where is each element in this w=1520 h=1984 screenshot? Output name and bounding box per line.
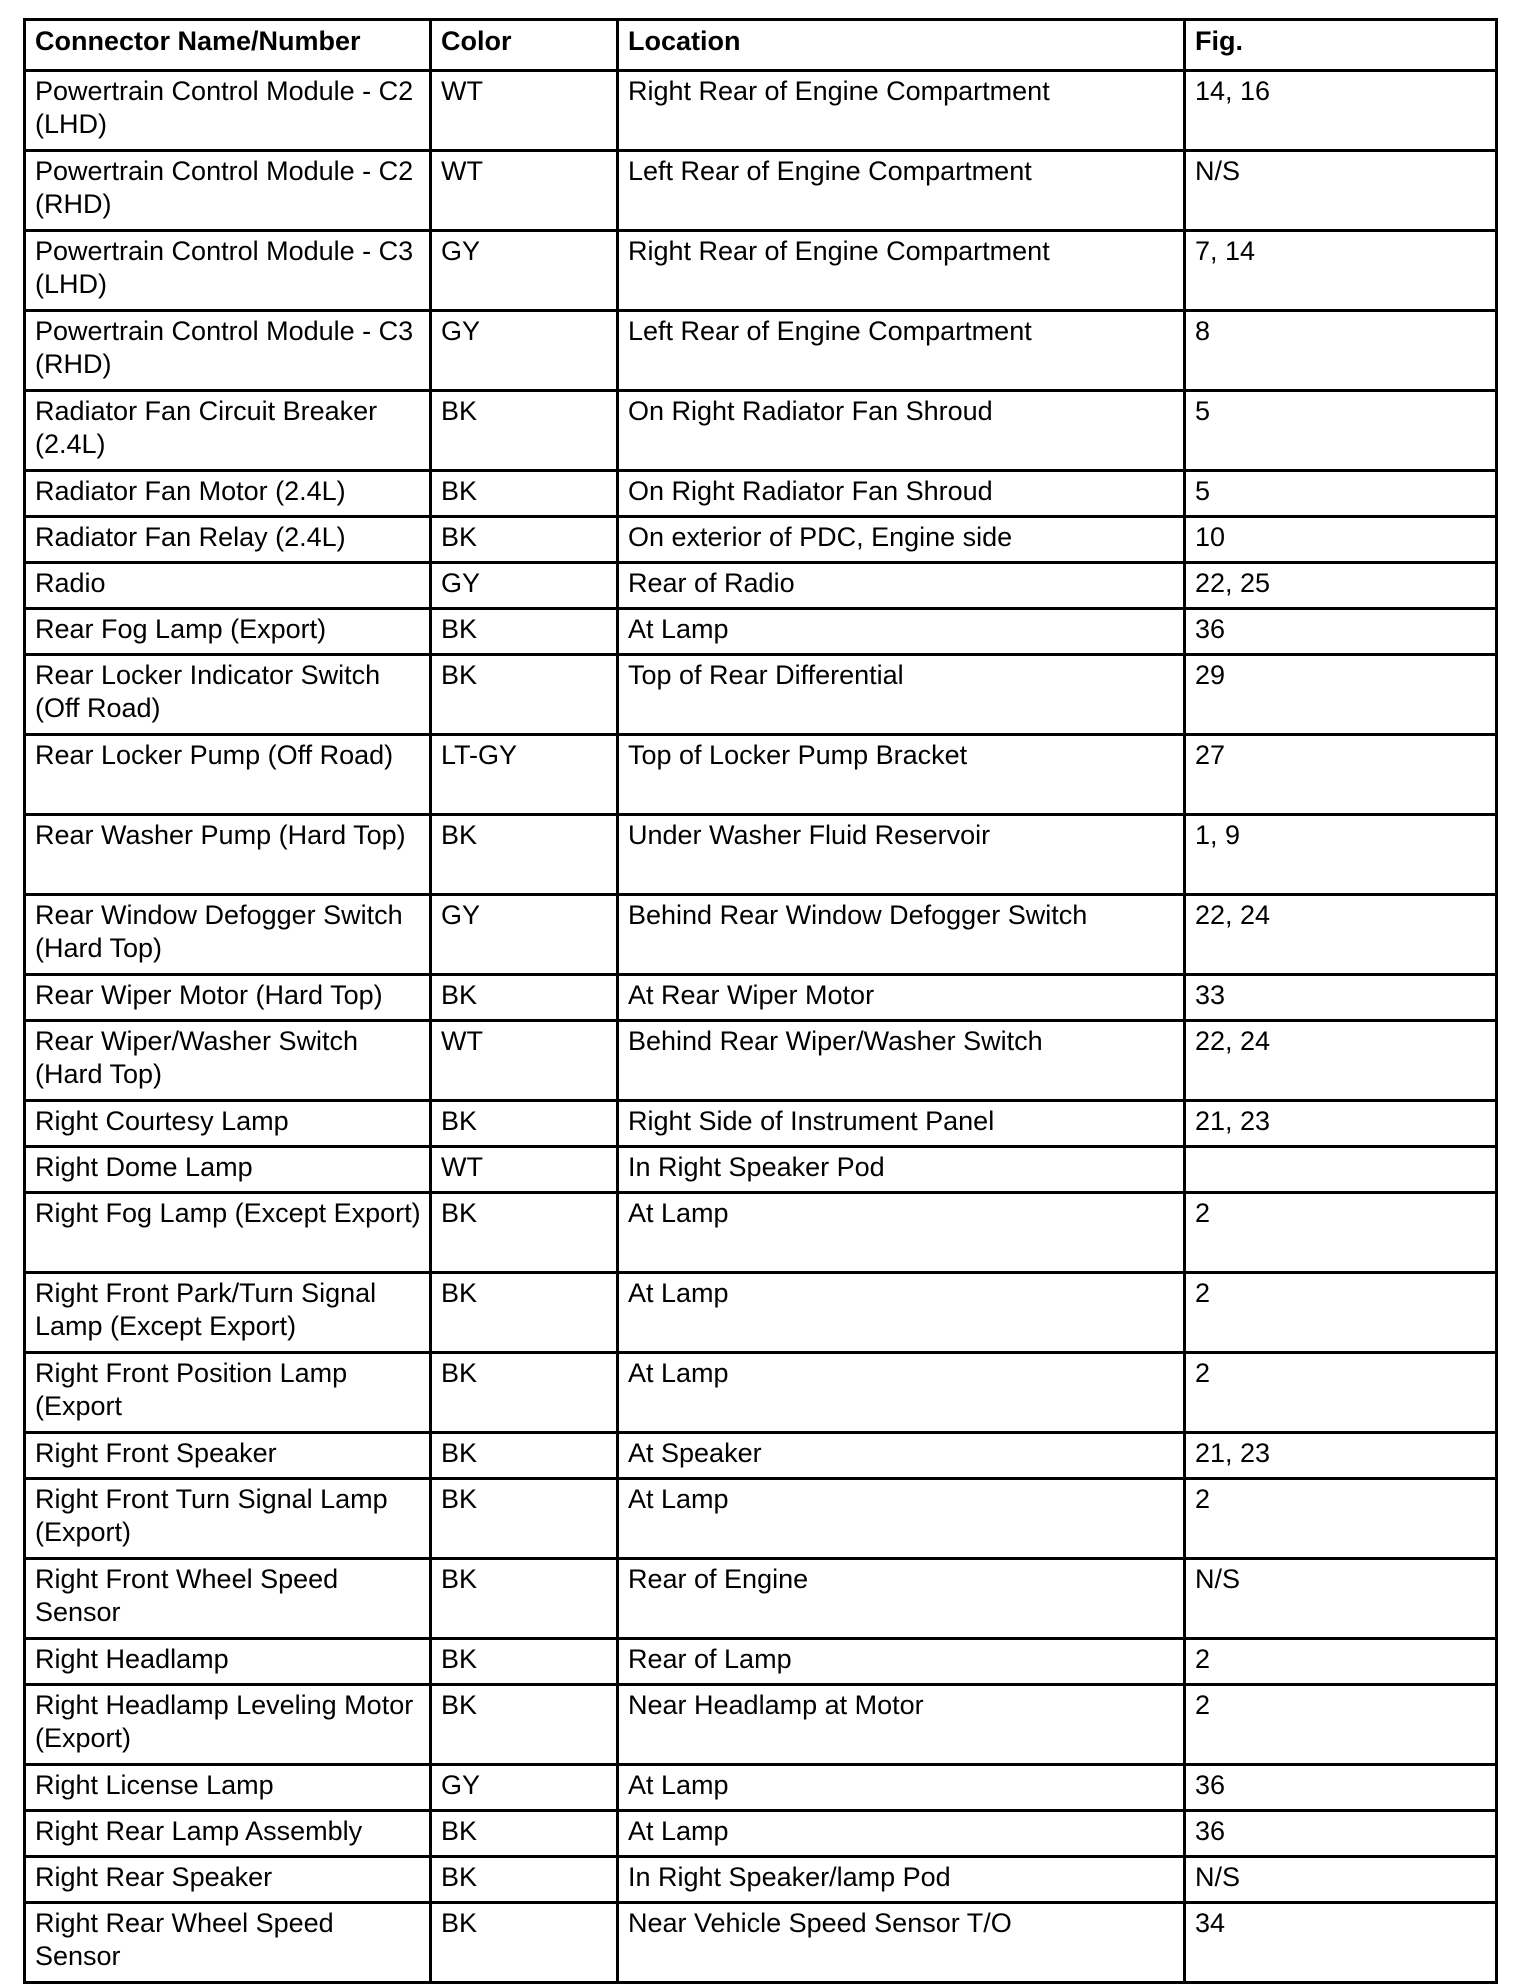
cell-connector-name <box>25 815 431 895</box>
table-row <box>25 1273 1497 1353</box>
cell-color-text: BK <box>441 614 478 644</box>
cell-color <box>431 471 618 517</box>
table-row <box>25 655 1497 735</box>
cell-connector-name-text: Radiator Fan Motor (2.4L) <box>35 476 346 506</box>
cell-fig-text: 22, 24 <box>1195 900 1271 930</box>
cell-connector-name <box>25 1559 431 1639</box>
cell-fig <box>1185 1765 1497 1811</box>
cell-connector-name <box>25 563 431 609</box>
table-row <box>25 1811 1497 1857</box>
cell-location-text: At Rear Wiper Motor <box>628 980 875 1010</box>
table-row <box>25 1559 1497 1639</box>
cell-color <box>431 1685 618 1765</box>
cell-fig-text: 10 <box>1195 522 1226 552</box>
cell-color <box>431 1479 618 1559</box>
cell-fig <box>1185 231 1497 311</box>
cell-connector-name-text: Powertrain Control Module - C3 (RHD) <box>35 316 414 379</box>
cell-color-text: BK <box>441 660 478 690</box>
cell-fig-text: 29 <box>1195 660 1226 690</box>
cell-connector-name <box>25 1639 431 1685</box>
cell-color <box>431 735 618 815</box>
cell-location <box>618 609 1185 655</box>
connector-table <box>23 18 1498 1984</box>
cell-location-text: Right Side of Instrument Panel <box>628 1106 995 1136</box>
cell-fig-text: 36 <box>1195 614 1226 644</box>
cell-color <box>431 1857 618 1903</box>
cell-location-text: On Right Radiator Fan Shroud <box>628 476 993 506</box>
cell-location-text: On exterior of PDC, Engine side <box>628 522 1013 552</box>
cell-connector-name-text: Rear Wiper Motor (Hard Top) <box>35 980 383 1010</box>
cell-color <box>431 391 618 471</box>
cell-location-text: Right Rear of Engine Compartment <box>628 76 1050 106</box>
header-row <box>25 20 1497 71</box>
cell-fig <box>1185 563 1497 609</box>
cell-fig-text: 2 <box>1195 1198 1211 1228</box>
table-row <box>25 471 1497 517</box>
cell-fig <box>1185 1021 1497 1101</box>
cell-fig <box>1185 895 1497 975</box>
cell-location-text: At Lamp <box>628 1358 729 1388</box>
cell-connector-name <box>25 1903 431 1983</box>
cell-fig-text: 1, 9 <box>1195 820 1241 850</box>
cell-connector-name-text: Powertrain Control Module - C2 (LHD) <box>35 76 414 139</box>
cell-color-text: BK <box>441 1564 478 1594</box>
cell-location-text: At Lamp <box>628 1198 729 1228</box>
cell-location-text: Behind Rear Window Defogger Switch <box>628 900 1088 930</box>
table-row <box>25 1479 1497 1559</box>
cell-fig <box>1185 1639 1497 1685</box>
table-row <box>25 1685 1497 1765</box>
cell-connector-name-text: Right Dome Lamp <box>35 1152 253 1182</box>
cell-location <box>618 517 1185 563</box>
cell-color <box>431 1193 618 1273</box>
cell-connector-name <box>25 895 431 975</box>
table-row <box>25 231 1497 311</box>
cell-location-text: At Lamp <box>628 1816 729 1846</box>
table-row <box>25 1101 1497 1147</box>
cell-connector-name-text: Rear Window Defogger Switch (Hard Top) <box>35 900 403 963</box>
cell-fig-text: 2 <box>1195 1484 1211 1514</box>
cell-location-text: Rear of Engine <box>628 1564 809 1594</box>
cell-color-text: GY <box>441 316 481 346</box>
cell-location <box>618 471 1185 517</box>
cell-location <box>618 391 1185 471</box>
cell-connector-name <box>25 71 431 151</box>
cell-color <box>431 609 618 655</box>
cell-location <box>618 1353 1185 1433</box>
cell-fig <box>1185 815 1497 895</box>
cell-fig-text: 5 <box>1195 396 1211 426</box>
cell-connector-name <box>25 517 431 563</box>
cell-color <box>431 655 618 735</box>
table-row <box>25 1857 1497 1903</box>
cell-fig <box>1185 391 1497 471</box>
cell-fig <box>1185 975 1497 1021</box>
cell-fig-text: 27 <box>1195 740 1226 770</box>
cell-connector-name <box>25 1273 431 1353</box>
header-location: Location <box>618 20 1185 71</box>
cell-location <box>618 735 1185 815</box>
cell-location-text: In Right Speaker/lamp Pod <box>628 1862 951 1892</box>
cell-color <box>431 1811 618 1857</box>
cell-fig-text: 21, 23 <box>1195 1106 1271 1136</box>
cell-connector-name <box>25 1193 431 1273</box>
cell-connector-name-text: Right Front Park/Turn Signal Lamp (Except Export) <box>35 1278 377 1341</box>
cell-connector-name-text: Powertrain Control Module - C3 (LHD) <box>35 236 414 299</box>
cell-location <box>618 1147 1185 1193</box>
table-row <box>25 311 1497 391</box>
cell-fig-text: N/S <box>1195 1862 1241 1892</box>
header-connector-name: Connector Name/Number <box>25 20 431 71</box>
cell-location <box>618 311 1185 391</box>
cell-connector-name-text: Right Courtesy Lamp <box>35 1106 289 1136</box>
cell-fig-text: 36 <box>1195 1770 1226 1800</box>
cell-connector-name-text: Radiator Fan Relay (2.4L) <box>35 522 346 552</box>
cell-color <box>431 1353 618 1433</box>
cell-color-text: BK <box>441 1198 478 1228</box>
cell-fig-text: 14, 16 <box>1195 76 1271 106</box>
cell-connector-name-text: Rear Fog Lamp (Export) <box>35 614 327 644</box>
cell-location <box>618 815 1185 895</box>
cell-color <box>431 1559 618 1639</box>
cell-color <box>431 1147 618 1193</box>
cell-fig-text: 8 <box>1195 316 1211 346</box>
cell-fig <box>1185 71 1497 151</box>
cell-fig-text: 2 <box>1195 1690 1211 1720</box>
cell-color-text: BK <box>441 820 478 850</box>
cell-location-text: Rear of Radio <box>628 568 795 598</box>
cell-connector-name <box>25 975 431 1021</box>
cell-connector-name <box>25 735 431 815</box>
cell-connector-name <box>25 1765 431 1811</box>
cell-location <box>618 975 1185 1021</box>
cell-location-text: Under Washer Fluid Reservoir <box>628 820 991 850</box>
cell-color-text: WT <box>441 1152 483 1182</box>
cell-fig <box>1185 1559 1497 1639</box>
cell-connector-name <box>25 1685 431 1765</box>
cell-location <box>618 655 1185 735</box>
cell-location <box>618 231 1185 311</box>
cell-location-text: Right Rear of Engine Compartment <box>628 236 1050 266</box>
cell-color <box>431 815 618 895</box>
table-row <box>25 517 1497 563</box>
cell-color <box>431 151 618 231</box>
cell-connector-name-text: Rear Wiper/Washer Switch (Hard Top) <box>35 1026 359 1089</box>
cell-color-text: BK <box>441 980 478 1010</box>
cell-fig-text: 7, 14 <box>1195 236 1256 266</box>
cell-fig <box>1185 735 1497 815</box>
cell-fig <box>1185 1147 1497 1193</box>
table-row <box>25 71 1497 151</box>
cell-fig <box>1185 1193 1497 1273</box>
cell-color-text: WT <box>441 76 483 106</box>
cell-connector-name-text: Right Rear Wheel Speed Sensor <box>35 1908 334 1971</box>
cell-connector-name-text: Right Front Position Lamp (Export <box>35 1358 348 1421</box>
cell-fig-text: 2 <box>1195 1358 1211 1388</box>
header-fig: Fig. <box>1185 20 1497 71</box>
cell-fig <box>1185 517 1497 563</box>
cell-connector-name-text: Rear Locker Indicator Switch (Off Road) <box>35 660 381 723</box>
cell-color-text: BK <box>441 476 478 506</box>
cell-connector-name <box>25 1811 431 1857</box>
cell-connector-name-text: Rear Washer Pump (Hard Top) <box>35 820 406 850</box>
cell-color-text: WT <box>441 1026 483 1056</box>
cell-connector-name <box>25 609 431 655</box>
cell-fig <box>1185 1903 1497 1983</box>
cell-color <box>431 71 618 151</box>
cell-color <box>431 563 618 609</box>
cell-location-text: At Lamp <box>628 614 729 644</box>
cell-connector-name-text: Radio <box>35 568 106 598</box>
cell-fig-text: 22, 25 <box>1195 568 1271 598</box>
cell-location <box>618 71 1185 151</box>
cell-connector-name-text: Right Front Wheel Speed Sensor <box>35 1564 339 1627</box>
table-row <box>25 1639 1497 1685</box>
cell-location <box>618 1903 1185 1983</box>
cell-color-text: BK <box>441 1484 478 1514</box>
cell-fig <box>1185 1857 1497 1903</box>
cell-connector-name-text: Right Front Turn Signal Lamp (Export) <box>35 1484 388 1547</box>
cell-location <box>618 895 1185 975</box>
cell-fig <box>1185 151 1497 231</box>
cell-fig-text: N/S <box>1195 1564 1241 1594</box>
cell-color-text: BK <box>441 1278 478 1308</box>
cell-location <box>618 1021 1185 1101</box>
table-row <box>25 609 1497 655</box>
cell-color-text: GY <box>441 900 481 930</box>
cell-connector-name-text: Right Fog Lamp (Except Export) <box>35 1198 421 1228</box>
cell-connector-name <box>25 1857 431 1903</box>
cell-location-text: Left Rear of Engine Compartment <box>628 316 1032 346</box>
cell-color-text: LT-GY <box>441 740 518 770</box>
cell-connector-name <box>25 655 431 735</box>
cell-location-text: Near Headlamp at Motor <box>628 1690 924 1720</box>
cell-location <box>618 563 1185 609</box>
cell-color <box>431 311 618 391</box>
cell-fig <box>1185 1353 1497 1433</box>
cell-location-text: Rear of Lamp <box>628 1644 792 1674</box>
cell-color-text: BK <box>441 1816 478 1846</box>
cell-location <box>618 1433 1185 1479</box>
cell-color <box>431 1639 618 1685</box>
cell-location-text: At Speaker <box>628 1438 762 1468</box>
table-row <box>25 391 1497 471</box>
cell-location <box>618 1273 1185 1353</box>
cell-connector-name <box>25 151 431 231</box>
cell-fig <box>1185 1479 1497 1559</box>
cell-fig-text: 33 <box>1195 980 1226 1010</box>
cell-location <box>618 1765 1185 1811</box>
cell-location-text: On Right Radiator Fan Shroud <box>628 396 993 426</box>
cell-location-text: In Right Speaker Pod <box>628 1152 885 1182</box>
table-row <box>25 1193 1497 1273</box>
cell-connector-name-text: Right Rear Lamp Assembly <box>35 1816 363 1846</box>
cell-connector-name-text: Powertrain Control Module - C2 (RHD) <box>35 156 414 219</box>
cell-connector-name <box>25 1021 431 1101</box>
cell-color-text: GY <box>441 1770 481 1800</box>
cell-connector-name-text: Right Front Speaker <box>35 1438 277 1468</box>
cell-location-text: Top of Rear Differential <box>628 660 904 690</box>
cell-fig-text: 34 <box>1195 1908 1226 1938</box>
table-row <box>25 1903 1497 1983</box>
cell-location-text: At Lamp <box>628 1770 729 1800</box>
cell-color <box>431 517 618 563</box>
cell-connector-name <box>25 231 431 311</box>
cell-location <box>618 1857 1185 1903</box>
table-row <box>25 975 1497 1021</box>
cell-connector-name <box>25 471 431 517</box>
cell-fig <box>1185 655 1497 735</box>
table-row <box>25 1021 1497 1101</box>
table-row <box>25 151 1497 231</box>
cell-location-text: At Lamp <box>628 1278 729 1308</box>
cell-color-text: BK <box>441 1908 478 1938</box>
cell-color-text: BK <box>441 1862 478 1892</box>
cell-connector-name-text: Right Headlamp <box>35 1644 229 1674</box>
cell-color-text: BK <box>441 396 478 426</box>
cell-color-text: BK <box>441 1438 478 1468</box>
table-row <box>25 1147 1497 1193</box>
cell-fig-text: N/S <box>1195 156 1241 186</box>
cell-color-text: BK <box>441 1690 478 1720</box>
cell-color-text: GY <box>441 568 481 598</box>
cell-location <box>618 1193 1185 1273</box>
cell-location-text: Left Rear of Engine Compartment <box>628 156 1032 186</box>
cell-connector-name-text: Radiator Fan Circuit Breaker (2.4L) <box>35 396 378 459</box>
cell-location <box>618 1479 1185 1559</box>
cell-location-text: At Lamp <box>628 1484 729 1514</box>
cell-location-text: Top of Locker Pump Bracket <box>628 740 968 770</box>
cell-connector-name-text: Right Rear Speaker <box>35 1862 273 1892</box>
cell-connector-name <box>25 1147 431 1193</box>
cell-fig <box>1185 1433 1497 1479</box>
table-body <box>25 71 1497 1983</box>
cell-color-text: GY <box>441 236 481 266</box>
cell-fig <box>1185 1101 1497 1147</box>
header-color: Color <box>431 20 618 71</box>
cell-color <box>431 231 618 311</box>
cell-color-text: BK <box>441 522 478 552</box>
cell-location-text: Behind Rear Wiper/Washer Switch <box>628 1026 1043 1056</box>
table-row <box>25 815 1497 895</box>
cell-color-text: BK <box>441 1644 478 1674</box>
cell-location <box>618 151 1185 231</box>
cell-color-text: BK <box>441 1358 478 1388</box>
cell-fig-text: 21, 23 <box>1195 1438 1271 1468</box>
table-header <box>25 20 1497 71</box>
cell-fig <box>1185 1273 1497 1353</box>
cell-location <box>618 1811 1185 1857</box>
table-row <box>25 1353 1497 1433</box>
cell-fig-text: 2 <box>1195 1278 1211 1308</box>
cell-color <box>431 1765 618 1811</box>
cell-color <box>431 1433 618 1479</box>
cell-connector-name <box>25 391 431 471</box>
table-row <box>25 1765 1497 1811</box>
cell-connector-name <box>25 311 431 391</box>
cell-location <box>618 1639 1185 1685</box>
cell-location <box>618 1685 1185 1765</box>
cell-connector-name-text: Right License Lamp <box>35 1770 274 1800</box>
table-row <box>25 895 1497 975</box>
cell-fig-text: 22, 24 <box>1195 1026 1271 1056</box>
cell-color <box>431 895 618 975</box>
cell-fig <box>1185 609 1497 655</box>
cell-fig-text: 36 <box>1195 1816 1226 1846</box>
table-row <box>25 1433 1497 1479</box>
cell-color <box>431 1101 618 1147</box>
cell-location-text: Near Vehicle Speed Sensor T/O <box>628 1908 1012 1938</box>
cell-color-text: WT <box>441 156 483 186</box>
cell-fig <box>1185 471 1497 517</box>
table-row <box>25 563 1497 609</box>
cell-fig-text: 5 <box>1195 476 1211 506</box>
cell-fig-text: 2 <box>1195 1644 1211 1674</box>
cell-color <box>431 1273 618 1353</box>
table-row <box>25 735 1497 815</box>
cell-fig <box>1185 1811 1497 1857</box>
cell-color <box>431 1021 618 1101</box>
cell-location <box>618 1101 1185 1147</box>
cell-fig <box>1185 311 1497 391</box>
cell-connector-name <box>25 1353 431 1433</box>
cell-connector-name <box>25 1433 431 1479</box>
cell-location <box>618 1559 1185 1639</box>
cell-color <box>431 975 618 1021</box>
cell-connector-name <box>25 1101 431 1147</box>
cell-connector-name-text: Right Headlamp Leveling Motor (Export) <box>35 1690 414 1753</box>
cell-connector-name-text: Rear Locker Pump (Off Road) <box>35 740 394 770</box>
cell-color <box>431 1903 618 1983</box>
cell-connector-name <box>25 1479 431 1559</box>
cell-color-text: BK <box>441 1106 478 1136</box>
cell-fig <box>1185 1685 1497 1765</box>
